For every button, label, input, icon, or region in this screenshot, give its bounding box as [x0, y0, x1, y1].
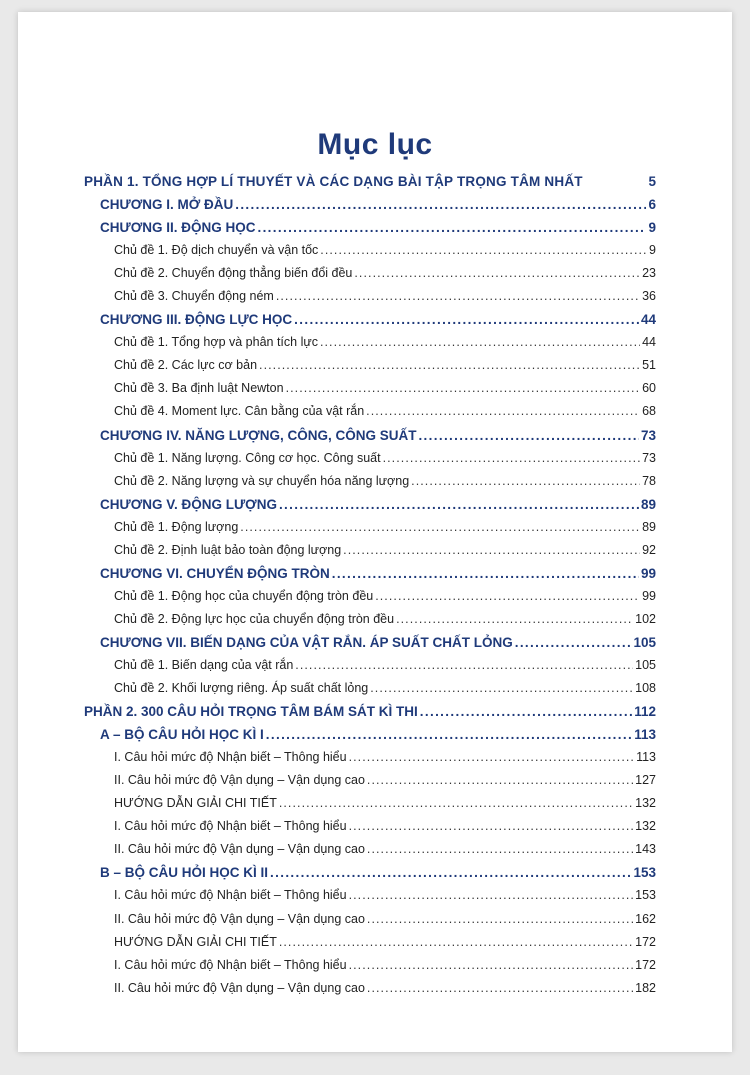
- page-title: Mục lục: [317, 128, 433, 161]
- toc-chapter: [84, 562, 656, 585]
- toc-entry-text: Chủ đề 2. Động lực học của chuyển động tròn đều: [114, 611, 395, 626]
- dot-leader: [257, 216, 646, 239]
- toc-entry-text: PHẦN 1. TỔNG HỢP LÍ THUYẾT VÀ CÁC DẠNG BÀI TẬP TRỌNG TÂM NHẤT: [84, 174, 583, 189]
- dot-leader: [367, 908, 633, 931]
- dot-leader: [370, 677, 633, 700]
- dot-leader: [367, 769, 633, 792]
- dot-leader: [349, 954, 634, 977]
- toc-entry-text: II. Câu hỏi mức độ Vận dụng – Vận dụng cao: [114, 773, 365, 788]
- dot-leader: [240, 516, 640, 539]
- toc-subentry: [84, 262, 656, 285]
- toc-entry-text: Chủ đề 1. Động lượng: [114, 519, 239, 534]
- toc-entry-text: Chủ đề 1. Biến dạng của vật rắn: [114, 657, 294, 672]
- toc-entry-text: CHƯƠNG I. MỞ ĐẦU: [100, 197, 234, 213]
- toc-page-number: 68: [642, 404, 656, 419]
- toc-entry-text: I. Câu hỏi mức độ Nhận biết – Thông hiểu: [114, 888, 347, 903]
- dot-leader: [279, 792, 633, 815]
- toc-entry-text: CHƯƠNG IV. NĂNG LƯỢNG, CÔNG, CÔNG SUẤT: [100, 427, 417, 443]
- toc-entry-text: Chủ đề 1. Động học của chuyển động tròn đều: [114, 588, 374, 603]
- toc-page-number: 44: [642, 335, 656, 350]
- toc-subentry: [84, 285, 656, 308]
- dot-leader: [366, 400, 640, 423]
- dot-leader: [266, 723, 632, 746]
- toc-page-number: 23: [642, 266, 656, 281]
- toc-page-number: 105: [633, 634, 656, 650]
- toc-chapter: [84, 861, 656, 884]
- toc-page-number: 60: [642, 381, 656, 396]
- toc-part: [84, 170, 656, 193]
- dot-leader: [320, 239, 647, 262]
- dot-leader: [349, 815, 634, 838]
- toc-entry-text: CHƯƠNG VII. BIẾN DẠNG CỦA VẬT RẮN. ÁP SUẤT CHẤT LỎNG: [100, 634, 513, 650]
- toc-page-number: 172: [635, 957, 656, 972]
- toc-entry-text: Chủ đề 4. Moment lực. Cân bằng của vật rắn: [114, 404, 365, 419]
- toc-page-number: 73: [642, 450, 656, 465]
- toc-chapter: [84, 308, 656, 331]
- toc-entry-text: Chủ đề 1. Năng lượng. Công cơ học. Công suất: [114, 450, 381, 465]
- dot-leader: [411, 470, 640, 493]
- toc-entry-text: Chủ đề 3. Chuyển động ném: [114, 289, 274, 304]
- dot-leader: [276, 285, 640, 308]
- toc-entry-text: I. Câu hỏi mức độ Nhận biết – Thông hiểu: [114, 819, 347, 834]
- toc-page-number: 102: [635, 611, 656, 626]
- document-page: [18, 12, 732, 1052]
- toc-page-number: 6: [648, 197, 656, 213]
- toc-entry-text: Chủ đề 2. Các lực cơ bản: [114, 358, 258, 373]
- toc-entry-text: CHƯƠNG II. ĐỘNG HỌC: [100, 220, 256, 236]
- toc-page-number: 92: [642, 542, 656, 557]
- toc-entry-text: CHƯƠNG VI. CHUYỂN ĐỘNG TRÒN: [100, 565, 330, 581]
- toc-entry-text: HƯỚNG DẪN GIẢI CHI TIẾT: [114, 934, 277, 949]
- toc-subentry: [84, 838, 656, 861]
- toc-subentry: [84, 769, 656, 792]
- dot-leader: [259, 354, 640, 377]
- dot-leader: [295, 654, 633, 677]
- toc-subentry: [84, 954, 656, 977]
- toc-entry-text: B – BỘ CÂU HỎI HỌC KÌ II: [100, 865, 269, 881]
- toc-subentry: [84, 354, 656, 377]
- toc-subentry: [84, 908, 656, 931]
- toc-subentry: [84, 585, 656, 608]
- dot-leader: [354, 262, 640, 285]
- toc-page-number: 113: [634, 727, 656, 743]
- toc-entry-text: II. Câu hỏi mức độ Vận dụng – Vận dụng cao: [114, 842, 365, 857]
- toc-page-number: 132: [635, 796, 656, 811]
- toc-entry-text: I. Câu hỏi mức độ Nhận biết – Thông hiểu: [114, 957, 347, 972]
- toc-chapter: [84, 631, 656, 654]
- dot-leader: [349, 746, 634, 769]
- toc-entry-text: Chủ đề 1. Tổng hợp và phân tích lực: [114, 335, 318, 350]
- toc-entry-text: Chủ đề 2. Năng lượng và sự chuyển hóa năng lượng: [114, 473, 410, 488]
- toc-page-number: 162: [635, 911, 656, 926]
- dot-leader: [383, 447, 641, 470]
- table-of-contents: [84, 170, 656, 1000]
- dot-leader: [320, 331, 640, 354]
- toc-subentry: [84, 239, 656, 262]
- toc-page-number: 172: [635, 934, 656, 949]
- toc-page-number: 182: [635, 980, 656, 995]
- toc-chapter: [84, 216, 656, 239]
- toc-page-number: 112: [634, 704, 656, 720]
- toc-subentry: [84, 447, 656, 470]
- dot-leader: [420, 700, 632, 723]
- toc-entry-text: CHƯƠNG V. ĐỘNG LƯỢNG: [100, 496, 277, 512]
- toc-entry-text: II. Câu hỏi mức độ Vận dụng – Vận dụng cao: [114, 980, 365, 995]
- toc-page-number: 9: [649, 243, 656, 258]
- toc-page-number: 36: [642, 289, 656, 304]
- toc-page-number: 108: [635, 681, 656, 696]
- toc-page-number: 105: [635, 657, 656, 672]
- toc-entry-text: I. Câu hỏi mức độ Nhận biết – Thông hiểu: [114, 750, 347, 765]
- dot-leader: [286, 377, 641, 400]
- dot-leader: [367, 838, 633, 861]
- toc-subentry: [84, 746, 656, 769]
- toc-entry-text: PHẦN 2. 300 CÂU HỎI TRỌNG TÂM BÁM SÁT KÌ THI: [84, 704, 418, 720]
- toc-chapter: [84, 424, 656, 447]
- toc-entry-text: Chủ đề 2. Định luật bảo toàn động lượng: [114, 542, 342, 557]
- dot-leader: [279, 493, 639, 516]
- toc-entry-text: Chủ đề 3. Ba định luật Newton: [114, 381, 284, 396]
- dot-leader: [515, 631, 632, 654]
- dot-leader: [375, 585, 640, 608]
- toc-subentry: [84, 400, 656, 423]
- dot-leader: [367, 977, 633, 1000]
- toc-subentry: [84, 931, 656, 954]
- toc-entry-text: Chủ đề 2. Chuyển động thẳng biến đổi đều: [114, 266, 353, 281]
- toc-page-number: 153: [633, 865, 656, 881]
- toc-page-number: 132: [635, 819, 656, 834]
- dot-leader: [279, 931, 633, 954]
- toc-page-number: 78: [642, 473, 656, 488]
- toc-chapter: [84, 493, 656, 516]
- toc-page-number: 153: [635, 888, 656, 903]
- toc-chapter: [84, 723, 656, 746]
- toc-subentry: [84, 677, 656, 700]
- toc-page-number: 89: [640, 496, 656, 512]
- toc-page-number: 127: [635, 773, 656, 788]
- toc-page-number: 73: [640, 427, 656, 443]
- toc-subentry: [84, 884, 656, 907]
- toc-subentry: [84, 654, 656, 677]
- dot-leader: [349, 884, 634, 907]
- toc-subentry: [84, 331, 656, 354]
- dot-leader: [270, 861, 631, 884]
- toc-subentry: [84, 608, 656, 631]
- toc-subentry: [84, 792, 656, 815]
- toc-subentry: [84, 470, 656, 493]
- toc-page-number: 89: [642, 519, 656, 534]
- toc-subentry: [84, 539, 656, 562]
- dot-leader: [332, 562, 639, 585]
- toc-chapter: [84, 193, 656, 216]
- dot-leader: [343, 539, 640, 562]
- toc-subentry: [84, 977, 656, 1000]
- toc-entry-text: Chủ đề 1. Độ dịch chuyển và vận tốc: [114, 243, 319, 258]
- toc-page-number: 9: [648, 220, 656, 236]
- toc-part: [84, 700, 656, 723]
- dot-leader: [396, 608, 633, 631]
- toc-subentry: [84, 516, 656, 539]
- toc-entry-text: Chủ đề 2. Khối lượng riêng. Áp suất chất lỏng: [114, 681, 369, 696]
- dot-leader: [294, 308, 639, 331]
- toc-entry-text: A – BỘ CÂU HỎI HỌC KÌ I: [100, 727, 264, 743]
- toc-page-number: 113: [636, 750, 656, 765]
- toc-page-number: 51: [642, 358, 656, 373]
- toc-page-number: 143: [635, 842, 656, 857]
- toc-page-number: 5: [648, 174, 656, 189]
- toc-subentry: [84, 815, 656, 838]
- toc-entry-text: CHƯƠNG III. ĐỘNG LỰC HỌC: [100, 312, 293, 328]
- dot-leader: [235, 193, 646, 216]
- toc-page-number: 99: [640, 565, 656, 581]
- toc-subentry: [84, 377, 656, 400]
- toc-page-number: 99: [642, 588, 656, 603]
- toc-entry-text: II. Câu hỏi mức độ Vận dụng – Vận dụng cao: [114, 911, 365, 926]
- toc-entry-text: HƯỚNG DẪN GIẢI CHI TIẾT: [114, 796, 277, 811]
- toc-page-number: 44: [640, 312, 656, 328]
- dot-leader: [418, 424, 639, 447]
